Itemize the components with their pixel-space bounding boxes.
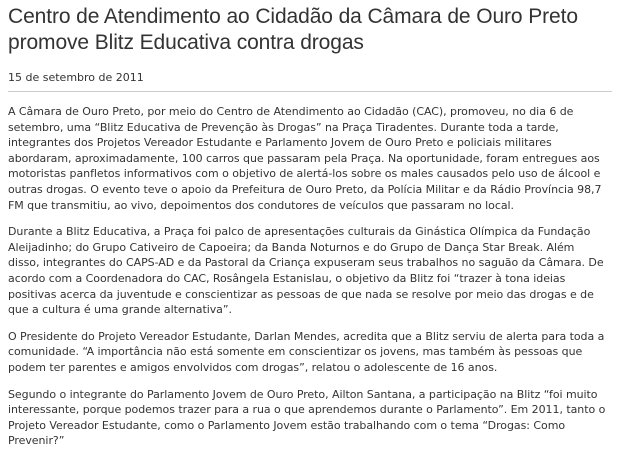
paragraph: O Presidente do Projeto Vereador Estudante, Darlan Mendes, acredita que a Blitz serviu de alerta para toda a comunidade. “A importância não está somente em conscientizar os jovens, mas também às pessoas que podem ter parentes e amigos envolvidos com drogas”, relatou o adolescente de 16 anos. [8,329,605,374]
article [8,4,608,460]
article-title [8,4,608,56]
article-date: 15 de setembro de 2011 [8,71,144,84]
article-title-line-1: Centro de Atendimento ao Cidadão da Câmara de Ouro Preto [8,5,578,28]
divider [8,91,612,92]
paragraph: Segundo o integrante do Parlamento Jovem de Ouro Preto, Ailton Santana, a participação na Blitz “foi muito interessante, porque podemos trazer para a rua o que aprendemos durante o Parlamento”. Em 2011, tanto o Projeto Vereador Estudante, como o Parlamento Jovem estão trabalhando com o tema “Drogas: Como Prevenir?” [8,387,606,448]
paragraph: A Câmara de Ouro Preto, por meio do Centro de Atendimento ao Cidadão (CAC), promoveu, no dia 6 de setembro, uma “Blitz Educativa de Prevenção às Drogas” na Praça Tiradentes. Durante toda a tarde, integrantes dos Projetos Vereador Estudante e Parlamento Jovem de Ouro Preto e policiais militares abordaram, aproximadamente, 100 carros que passaram pela Praça. Na oportunidade, foram entregues aos motoristas panfletos informativos com o objetivo de alertá-los sobre os males causados pelo uso de álcool e outras drogas. O evento teve o apoio da Prefeitura de Ouro Preto, da Polícia Militar e da Rádio Província 98,7 FM que transmitiu, ao vivo, depoimentos dos condutores de veículos que passaram no local. [8,105,602,212]
article-title-line-2: promove Blitz Educativa contra drogas [8,31,364,54]
article-body [8,104,608,449]
paragraph: Durante a Blitz Educativa, a Praça foi palco de apresentações culturais da Ginástica Olímpica da Fundação Aleijadinho; do Grupo Cativeiro de Capoeira; da Banda Noturnos e do Grupo de Dança Star Break. Além disso, integrantes do CAPS-AD e da Pastoral da Criança expuseram seus trabalhos no saguão da Câmara. De acordo com a Coordenadora do CAC, Rosângela Estanislau, o objetivo da Blitz foi “trazer à tona ideias positivas acerca da juventude e conscientizar as pessoas de que nada se resolve por meio das drogas e de que a cultura é uma grande alternativa”. [8,225,604,317]
